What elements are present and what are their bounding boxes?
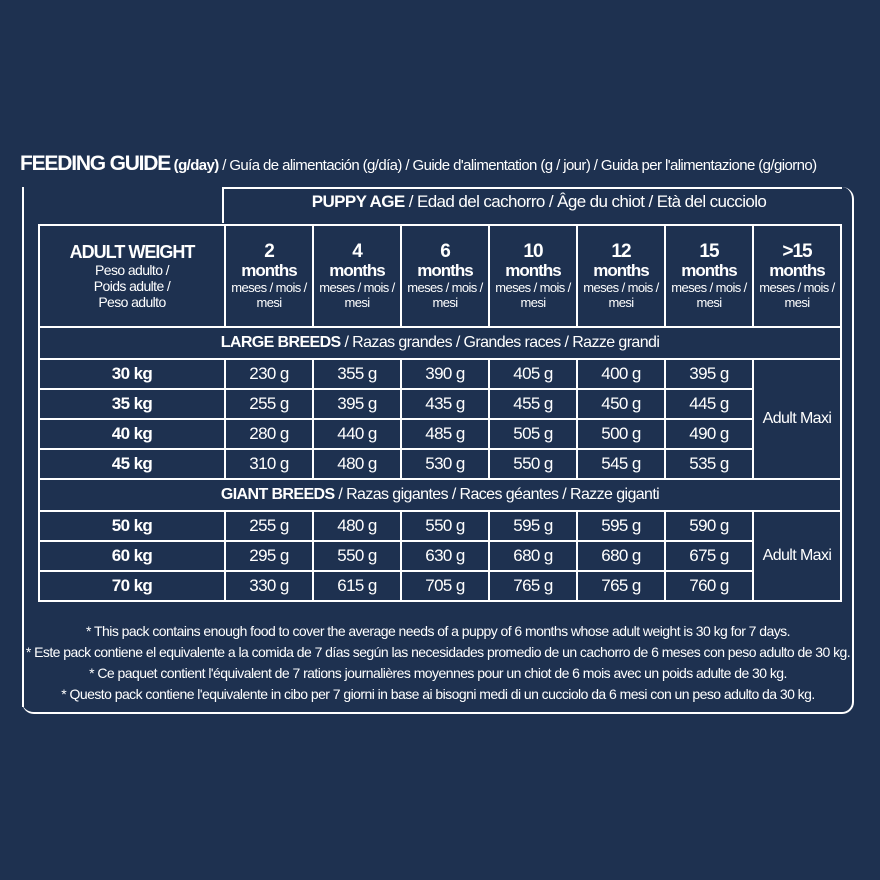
table-row (39, 571, 841, 601)
age-unit: months (417, 260, 473, 280)
giant-breeds-translations: / Razas gigantes / Races géantes / Razze giganti (334, 486, 660, 503)
giant-breeds-header (39, 479, 841, 511)
weight-cell: 30 kg (39, 359, 225, 389)
value-cell: 675 g (665, 541, 753, 571)
value-cell: 545 g (577, 449, 665, 479)
value-cell: 550 g (401, 511, 489, 541)
age-translation: meses / mois / mesi (319, 279, 395, 310)
age-translation: meses / mois / mesi (407, 279, 483, 310)
footnote-en: * This pack contains enough food to cover the average needs of a puppy of 6 months whose adult weight is 30 kg for 7 days. (86, 623, 790, 639)
table-row (39, 389, 841, 419)
age-unit: months (329, 260, 385, 280)
value-cell: 445 g (665, 389, 753, 419)
value-cell: 355 g (313, 359, 401, 389)
age-translation: meses / mois / mesi (583, 279, 659, 310)
value-cell: 760 g (665, 571, 753, 601)
value-cell: 595 g (577, 511, 665, 541)
value-cell: 630 g (401, 541, 489, 571)
value-cell: 530 g (401, 449, 489, 479)
weight-cell: 40 kg (39, 419, 225, 449)
value-cell: 405 g (489, 359, 577, 389)
value-cell: 485 g (401, 419, 489, 449)
value-cell: 480 g (313, 511, 401, 541)
value-cell: 395 g (665, 359, 753, 389)
age-header-12 (577, 225, 665, 327)
weight-cell: 45 kg (39, 449, 225, 479)
age-header-4 (313, 225, 401, 327)
value-cell: 505 g (489, 419, 577, 449)
puppy-age-label: PUPPY AGE (311, 192, 405, 211)
large-breeds-label: LARGE BREEDS (220, 334, 341, 351)
age-number: >15 (782, 240, 812, 262)
value-cell: 500 g (577, 419, 665, 449)
age-header-6 (401, 225, 489, 327)
footnote-es: * Este pack contiene el equivalente a la comida de 7 días según las necesidades promedio de un cachorro de 6 meses con peso adulto de 30 kg. (25, 644, 851, 660)
age-translation: meses / mois / mesi (495, 279, 571, 310)
age-translation: meses / mois / mesi (759, 279, 835, 310)
giant-breeds-row (39, 479, 841, 511)
value-cell: 310 g (225, 449, 313, 479)
feeding-table (38, 224, 842, 602)
title-unit: (g/day) (173, 157, 219, 174)
feeding-guide-title (20, 152, 870, 176)
value-cell: 295 g (225, 541, 313, 571)
large-breeds-row (39, 327, 841, 359)
giant-breeds-label: GIANT BREEDS (220, 486, 335, 503)
table-row (39, 419, 841, 449)
value-cell: 590 g (665, 511, 753, 541)
value-cell: 680 g (577, 541, 665, 571)
value-cell: 535 g (665, 449, 753, 479)
age-header-10 (489, 225, 577, 327)
age-number: 6 (440, 240, 450, 262)
title-translations: / Guía de alimentación (g/día) / Guide d'alimentation (g / jour) / Guida per l'alimentazione (g/giorno) (218, 157, 817, 174)
table-row (39, 541, 841, 571)
value-cell: 765 g (577, 571, 665, 601)
adult-weight-it: Peso adulto (98, 294, 166, 310)
age-number: 4 (352, 240, 362, 262)
large-breeds-translations: / Razas grandes / Grandes races / Razze grandi (340, 334, 660, 351)
value-cell: 705 g (401, 571, 489, 601)
age-translation: meses / mois / mesi (231, 279, 307, 310)
age-number: 10 (523, 240, 543, 262)
frame-top-line (222, 187, 842, 189)
age-unit: months (593, 260, 649, 280)
age-unit: months (505, 260, 561, 280)
adult-weight-label: ADULT WEIGHT (69, 242, 195, 262)
large-adult-maxi: Adult Maxi (753, 359, 841, 479)
large-breeds-header (39, 327, 841, 359)
value-cell: 230 g (225, 359, 313, 389)
adult-weight-es: Peso adulto / (95, 262, 169, 278)
value-cell: 765 g (489, 571, 577, 601)
value-cell: 490 g (665, 419, 753, 449)
value-cell: 455 g (489, 389, 577, 419)
value-cell: 435 g (401, 389, 489, 419)
footnote-fr: * Ce paquet contient l'équivalent de 7 rations journalières moyennes pour un chiot de 6 mois avec un poids adulte de 30 kg. (89, 665, 787, 681)
value-cell: 440 g (313, 419, 401, 449)
value-cell: 330 g (225, 571, 313, 601)
age-unit: months (769, 260, 825, 280)
value-cell: 550 g (313, 541, 401, 571)
value-cell: 395 g (313, 389, 401, 419)
title-main: FEEDING GUIDE (20, 152, 171, 175)
value-cell: 595 g (489, 511, 577, 541)
value-cell: 680 g (489, 541, 577, 571)
value-cell: 400 g (577, 359, 665, 389)
puppy-age-translations: / Edad del cachorro / Âge du chiot / Età del cucciolo (404, 192, 767, 211)
value-cell: 255 g (225, 511, 313, 541)
value-cell: 615 g (313, 571, 401, 601)
weight-cell: 35 kg (39, 389, 225, 419)
age-header-15 (665, 225, 753, 327)
value-cell: 255 g (225, 389, 313, 419)
age-unit: months (681, 260, 737, 280)
giant-adult-maxi: Adult Maxi (753, 511, 841, 601)
age-translation: meses / mois / mesi (671, 279, 747, 310)
age-number: 15 (699, 240, 719, 262)
age-unit: months (241, 260, 297, 280)
age-number: 2 (264, 240, 274, 262)
puppy-age-header (224, 192, 854, 212)
value-cell: 480 g (313, 449, 401, 479)
weight-cell: 50 kg (39, 511, 225, 541)
value-cell: 550 g (489, 449, 577, 479)
header-row (39, 225, 841, 327)
weight-cell: 60 kg (39, 541, 225, 571)
age-number: 12 (611, 240, 631, 262)
table-row (39, 359, 841, 389)
value-cell: 450 g (577, 389, 665, 419)
age-header-over-15 (753, 225, 841, 327)
table-row (39, 511, 841, 541)
adult-weight-fr: Poids adulte / (93, 278, 171, 294)
value-cell: 390 g (401, 359, 489, 389)
adult-weight-header (39, 225, 225, 327)
footnote-it: * Questo pack contiene l'equivalente in cibo per 7 giorni in base ai bisogni medi di un cucciolo da 6 mesi con un peso adulto da 30 kg. (61, 686, 815, 702)
age-header-2 (225, 225, 313, 327)
value-cell: 280 g (225, 419, 313, 449)
footnotes (22, 621, 854, 705)
weight-cell: 70 kg (39, 571, 225, 601)
table-row (39, 449, 841, 479)
